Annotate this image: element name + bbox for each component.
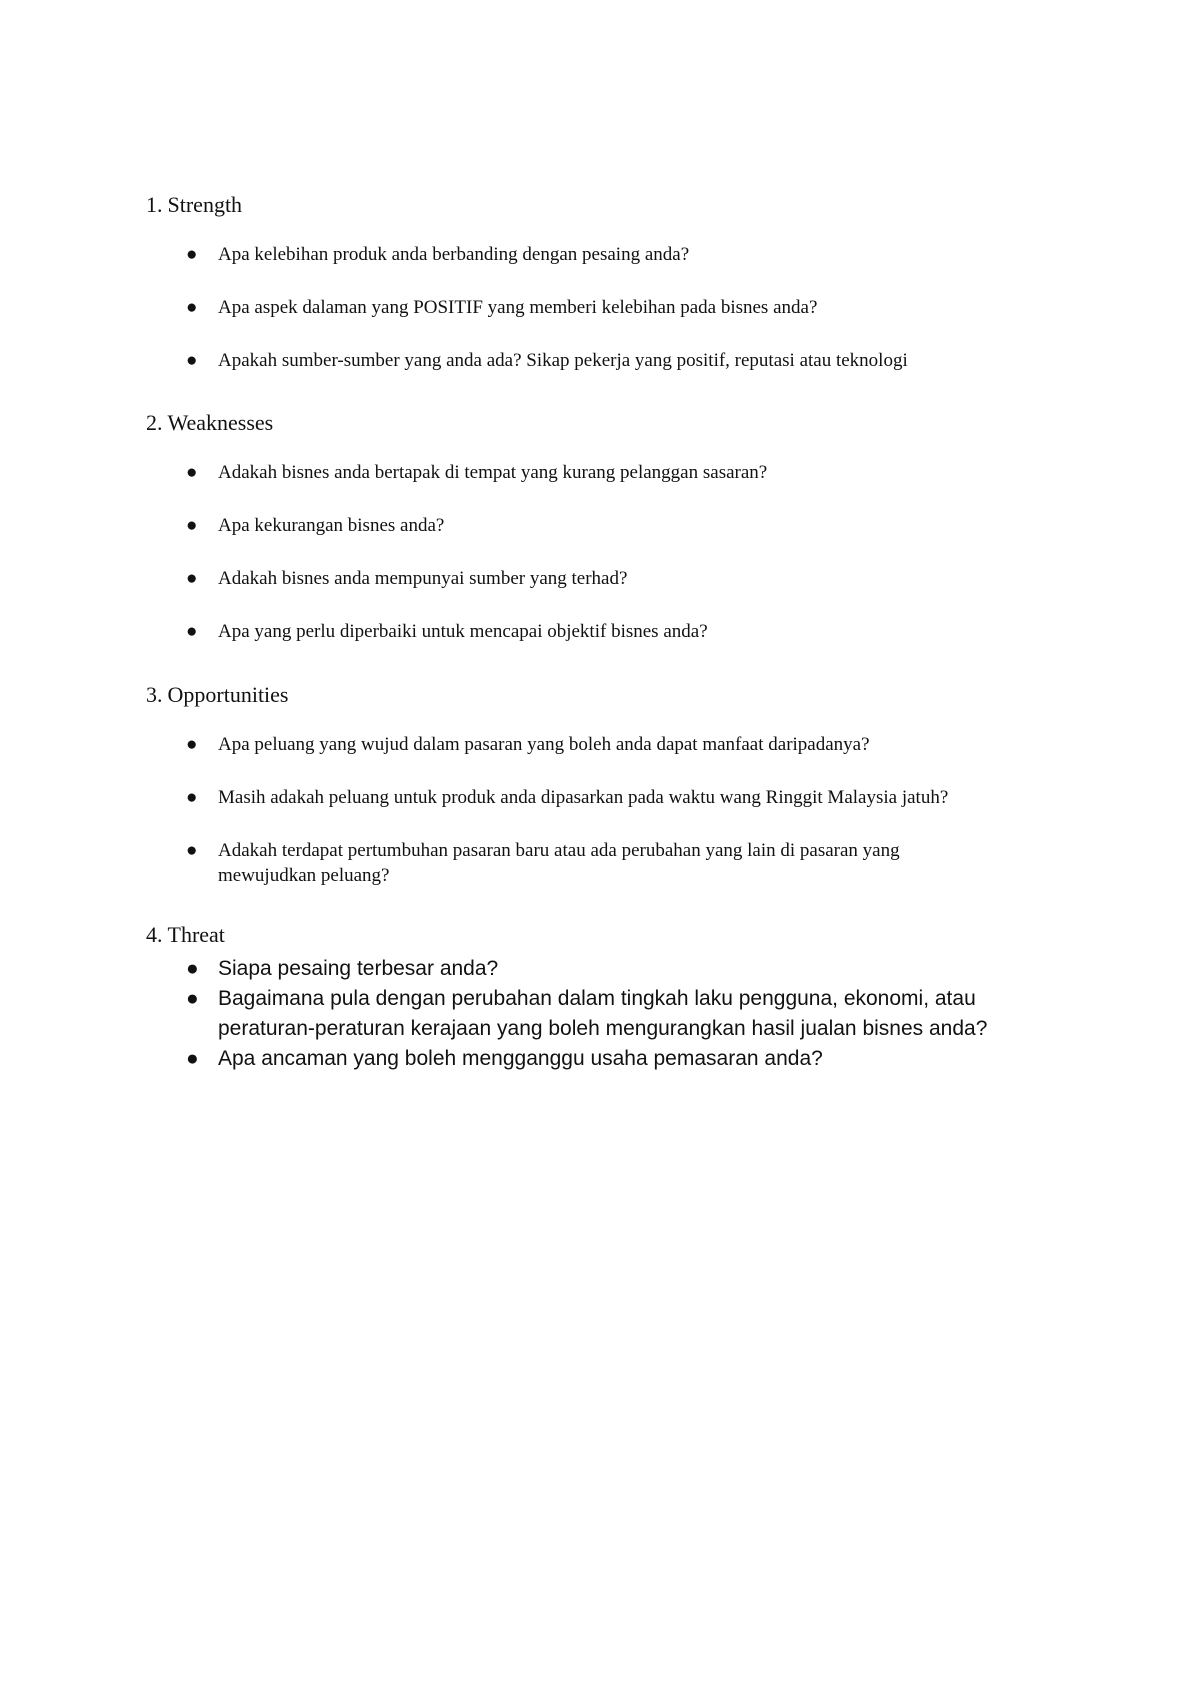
list-item — [146, 242, 1046, 267]
list-item-text: Adakah terdapat pertumbuhan pasaran baru atau ada perubahan yang lain di pasaran yang mewujudkan peluang? — [218, 840, 900, 886]
bullet-icon: ● — [186, 515, 198, 536]
bullet-icon: ● — [186, 987, 199, 1010]
list-item — [146, 838, 1046, 888]
section-weaknesses — [146, 410, 1046, 672]
bullet-icon: ● — [186, 787, 198, 808]
list-item — [146, 460, 1046, 485]
bullet-icon: ● — [186, 244, 198, 265]
section-title: Opportunities — [167, 682, 289, 707]
list-item — [146, 513, 1046, 538]
list-item — [146, 348, 1046, 373]
list-item-text: Masih adakah peluang untuk produk anda dipasarkan pada waktu wang Ringgit Malaysia jatuh? — [218, 787, 949, 808]
section-number: 2. — [146, 410, 163, 435]
section-title: Weaknesses — [167, 410, 274, 435]
section-opportunities — [146, 682, 1046, 916]
section-heading — [146, 682, 1046, 708]
section-number: 1. — [146, 192, 163, 217]
list-item — [146, 954, 1046, 984]
bullet-icon: ● — [186, 462, 198, 483]
section-title: Threat — [167, 922, 225, 947]
list-item-text: Siapa pesaing terbesar anda? — [218, 957, 499, 980]
list-item-text: Bagaimana pula dengan perubahan dalam tingkah laku pengguna, ekonomi, atau peraturan-peraturan kerajaan yang boleh mengurangkan hasil jualan bisnes anda? — [218, 987, 988, 1040]
list-item — [146, 785, 1046, 810]
list-item — [146, 566, 1046, 591]
list-item-text: Apa ancaman yang boleh mengganggu usaha pemasaran anda? — [218, 1047, 823, 1070]
section-heading — [146, 410, 1046, 436]
bullet-icon: ● — [186, 568, 198, 589]
bullet-icon: ● — [186, 840, 198, 861]
section-title: Strength — [167, 192, 243, 217]
section-number: 4. — [146, 922, 163, 947]
section-strength — [146, 192, 1046, 401]
bullet-icon: ● — [186, 734, 198, 755]
list-item — [146, 295, 1046, 320]
list-item-text: Adakah bisnes anda mempunyai sumber yang terhad? — [218, 568, 628, 589]
bullet-icon: ● — [186, 350, 198, 371]
bullet-icon: ● — [186, 621, 198, 642]
bullet-icon: ● — [186, 297, 198, 318]
list-item-text: Apa aspek dalaman yang POSITIF yang memberi kelebihan pada bisnes anda? — [218, 297, 818, 318]
bullet-list — [146, 732, 1046, 888]
list-item-text: Apa kelebihan produk anda berbanding dengan pesaing anda? — [218, 244, 690, 265]
list-item — [146, 732, 1046, 757]
list-item — [146, 1044, 1046, 1074]
list-item-text: Apakah sumber-sumber yang anda ada? Sikap pekerja yang positif, reputasi atau teknologi — [218, 350, 908, 371]
bullet-icon: ● — [186, 1047, 199, 1070]
list-item-text: Apa yang perlu diperbaiki untuk mencapai objektif bisnes anda? — [218, 621, 708, 642]
bullet-list — [146, 460, 1046, 644]
list-item — [146, 984, 1046, 1044]
list-item — [146, 619, 1046, 644]
section-heading — [146, 192, 1046, 218]
list-item-text: Adakah bisnes anda bertapak di tempat yang kurang pelanggan sasaran? — [218, 462, 768, 483]
bullet-list — [146, 954, 1046, 1074]
section-number: 3. — [146, 682, 163, 707]
list-item-text: Apa kekurangan bisnes anda? — [218, 515, 445, 536]
section-heading — [146, 922, 1046, 948]
section-threat — [146, 922, 1046, 1074]
bullet-list — [146, 242, 1046, 373]
list-item-text: Apa peluang yang wujud dalam pasaran yang boleh anda dapat manfaat daripadanya? — [218, 734, 870, 755]
bullet-icon: ● — [186, 957, 199, 980]
